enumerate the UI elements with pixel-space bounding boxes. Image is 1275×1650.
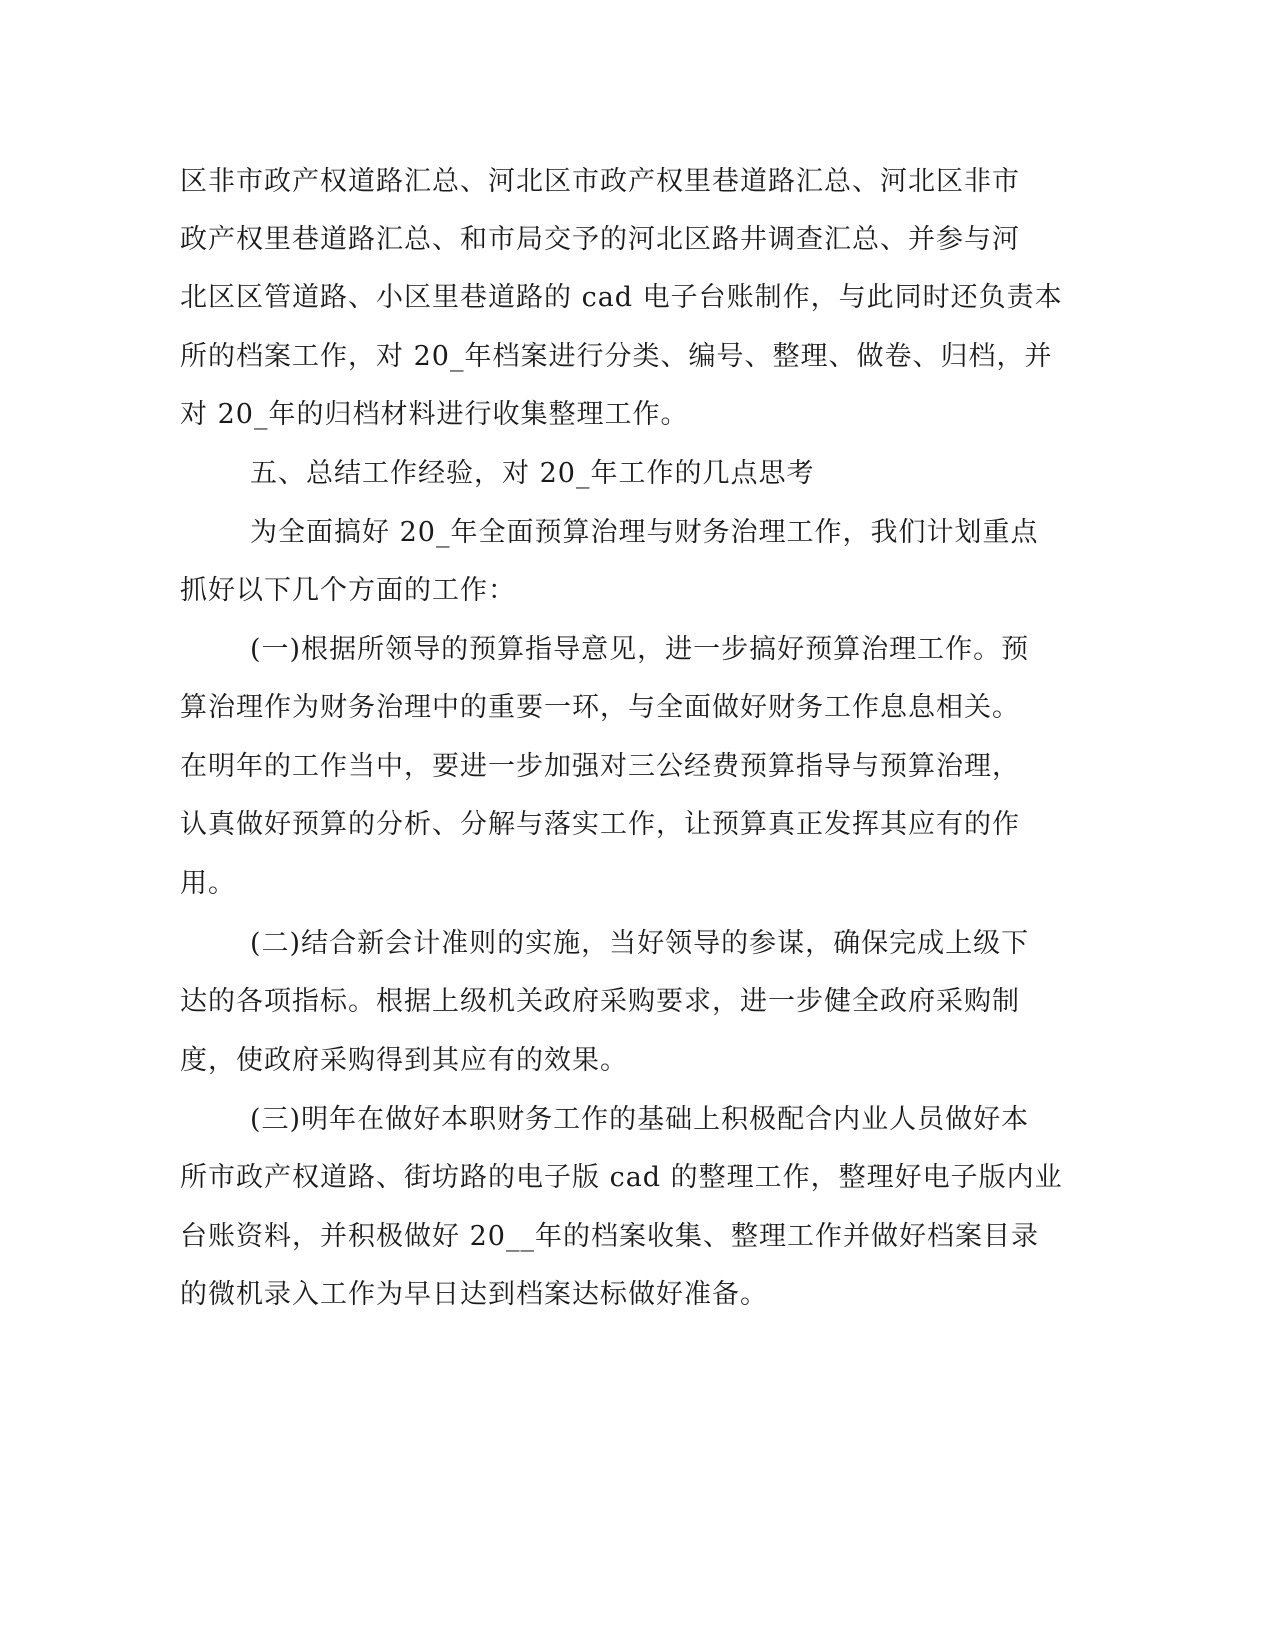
text-line: (二)结合新会计准则的实施，当好领导的参谋，确保完成上级下: [250, 928, 1030, 959]
text-line: 所市政产权道路、街坊路的电子版 cad 的整理工作，整理好电子版内业: [180, 1162, 1063, 1193]
text-line: 对 20_年的归档材料进行收集整理工作。: [180, 399, 689, 430]
text-line: (三)明年在做好本职财务工作的基础上积极配合内业人员做好本: [250, 1104, 1030, 1135]
text-line: 在明年的工作当中，要进一步加强对三公经费预算指导与预算治理，: [180, 751, 1020, 782]
text-line: 算治理作为财务治理中的重要一环，与全面做好财务工作息息相关。: [180, 692, 1020, 723]
text-line: 为全面搞好 20_年全面预算治理与财务治理工作，我们计划重点: [250, 517, 1039, 548]
text-line: 政产权里巷道路汇总、和市局交予的河北区路井调查汇总、并参与河: [180, 224, 1020, 255]
text-line: 所的档案工作，对 20_年档案进行分类、编号、整理、做卷、归档，并: [180, 341, 1053, 372]
text-line: 度，使政府采购得到其应有的效果。: [180, 1045, 628, 1076]
text-line: 台账资料，并积极做好 20__年的档案收集、整理工作并做好档案目录: [180, 1221, 1039, 1252]
text-line: 北区区管道路、小区里巷道路的 cad 电子台账制作，与此同时还负责本: [180, 282, 1063, 313]
section-heading: 五、总结工作经验，对 20_年工作的几点思考: [250, 458, 815, 489]
text-line: 认真做好预算的分析、分解与落实工作，让预算真正发挥其应有的作: [180, 809, 1020, 840]
text-line: 抓好以下几个方面的工作：: [180, 575, 516, 606]
text-line: 的微机录入工作为早日达到档案达标做好准备。: [180, 1279, 768, 1310]
text-line: 区非市政产权道路汇总、河北区市政产权里巷道路汇总、河北区非市: [180, 166, 1020, 197]
text-line: (一)根据所领导的预算指导意见，进一步搞好预算治理工作。预: [250, 634, 1030, 665]
text-line: 达的各项指标。根据上级机关政府采购要求，进一步健全政府采购制: [180, 986, 1020, 1017]
text-line: 用。: [180, 868, 236, 899]
